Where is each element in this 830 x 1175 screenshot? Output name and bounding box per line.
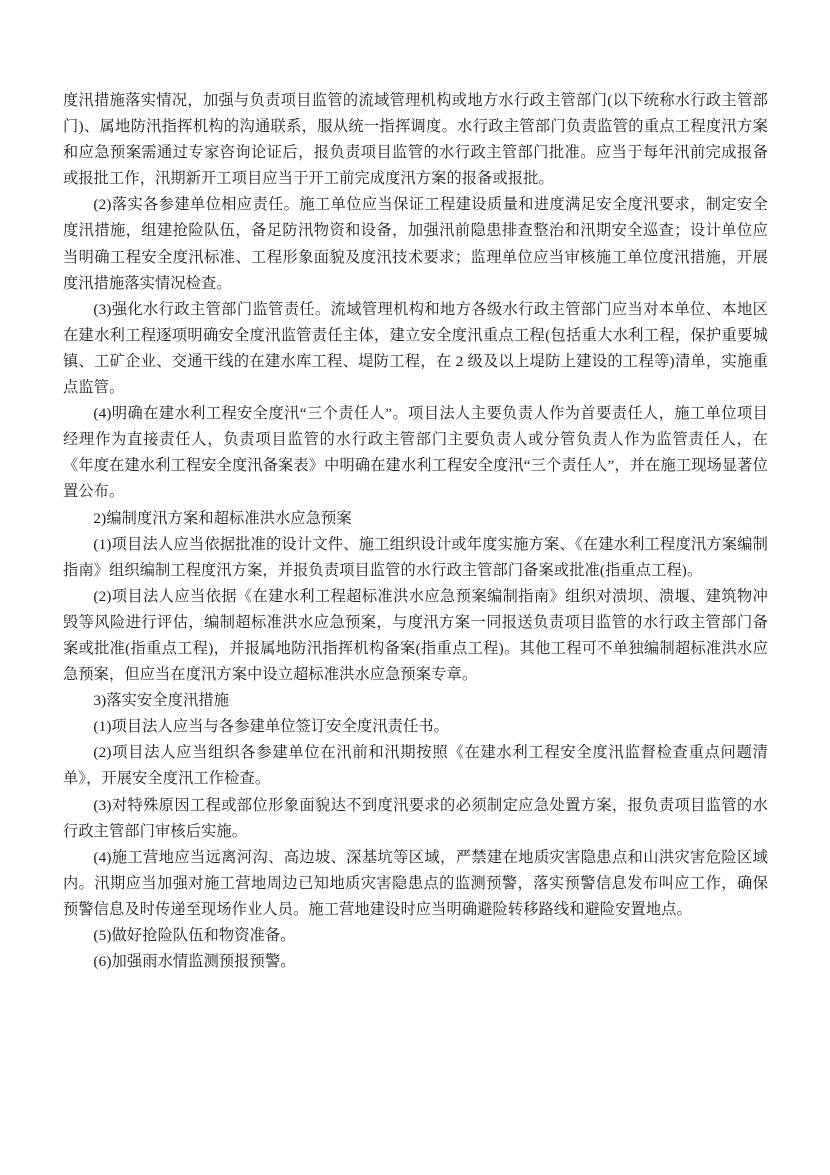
paragraph: 度汛措施落实情况，加强与负责项目监管的流域管理机构或地方水行政主管部门(以下统称水行政主管部门)、属地防汛指挥机构的沟通联系，服从统一指挥调度。水行政主管部门负责监管的重点工程度汛方案和应急预案需通过专家咨询论证后，报负责项目监管的水行政主管部门批准。应当于每年汛前完成报备或报批工作，汛期新开工项目应当于开工前完成度汛方案的报备或报批。 [63,92,768,188]
document-text-block [63,88,768,975]
paragraph-heading: 2)编制度汛方案和超标准洪水应急预案 [93,509,352,527]
paragraph: (6)加强雨水情监测预报预警。 [93,953,296,971]
paragraph: (2)落实各参建单位相应责任。施工单位应当保证工程建设质量和进度满足安全度汛要求，制定安全度汛措施，组建抢险队伍，备足防汛物资和设备，加强汛前隐患排查整治和汛期安全巡查；设计单位应当明确工程安全度汛标准、工程形象面貌及度汛技术要求；监理单位应当审核施工单位度汛措施，开展度汛措施落实情况检查。 [63,196,768,292]
paragraph: (2)项目法人应当依据《在建水利工程超标准洪水应急预案编制指南》组织对溃坝、溃堰、建筑物冲毁等风险进行评估，编制超标准洪水应急预案，与度汛方案一同报送负责项目监管的水行政主管部门备案或批准(指重点工程)，并报属地防汛指挥机构备案(指重点工程)。其他工程可不单独编制超标准洪水应急预案，但应当在度汛方案中设立超标准洪水应急预案专章。 [63,587,768,684]
paragraph: (3)强化水行政主管部门监管责任。流域管理机构和地方各级水行政主管部门应当对本单位、本地区在建水利工程逐项明确安全度汛监管责任主体，建立安全度汛重点工程(包括重大水利工程，保护重要城镇、工矿企业、交通干线的在建水库工程、堤防工程，在 2 级及以上堤防上建设的工程等)清单，实施重点监管。 [63,300,768,397]
paragraph: (5)做好抢险队伍和物资准备。 [93,927,296,944]
paragraph: (1)项目法人应当与各参建单位签订安全度汛责任书。 [93,718,450,736]
paragraph: (2)项目法人应当组织各参建单位在汛前和汛期按照《在建水利工程安全度汛监督检查重点问题清单》，开展安全度汛工作检查。 [63,744,768,788]
paragraph: (4)明确在建水利工程安全度汛“三个责任人”。项目法人主要负责人作为首要责任人，施工单位项目经理作为直接责任人，负责项目监管的水行政主管部门主要负责人或分管负责人作为监管责任人，在《年度在建水利工程安全度汛备案表》中明确在建水利工程安全度汛“三个责任人”，并在施工现场显著位置公布。 [63,405,768,501]
paragraph: (1)项目法人应当依据批准的设计文件、施工组织设计或年度实施方案、《在建水利工程度汛方案编制指南》组织编制工程度汛方案，并报负责项目监管的水行政主管部门备案或批准(指重点工程)。 [63,535,768,579]
paragraph: (3)对特殊原因工程或部位形象面貌达不到度汛要求的必须制定应急处置方案，报负责项目监管的水行政主管部门审核后实施。 [63,796,768,840]
paragraph: (4)施工营地应当远离河沟、高边坡、深基坑等区域，严禁建在地质灾害隐患点和山洪灾害危险区域内。汛期应当加强对施工营地周边已知地质灾害隐患点的监测预警，落实预警信息发布叫应工作，确保预警信息及时传递至现场作业人员。施工营地建设时应当明确避险转移路线和避险安置地点。 [63,848,768,918]
paragraph-heading: 3)落实安全度汛措施 [93,692,230,710]
